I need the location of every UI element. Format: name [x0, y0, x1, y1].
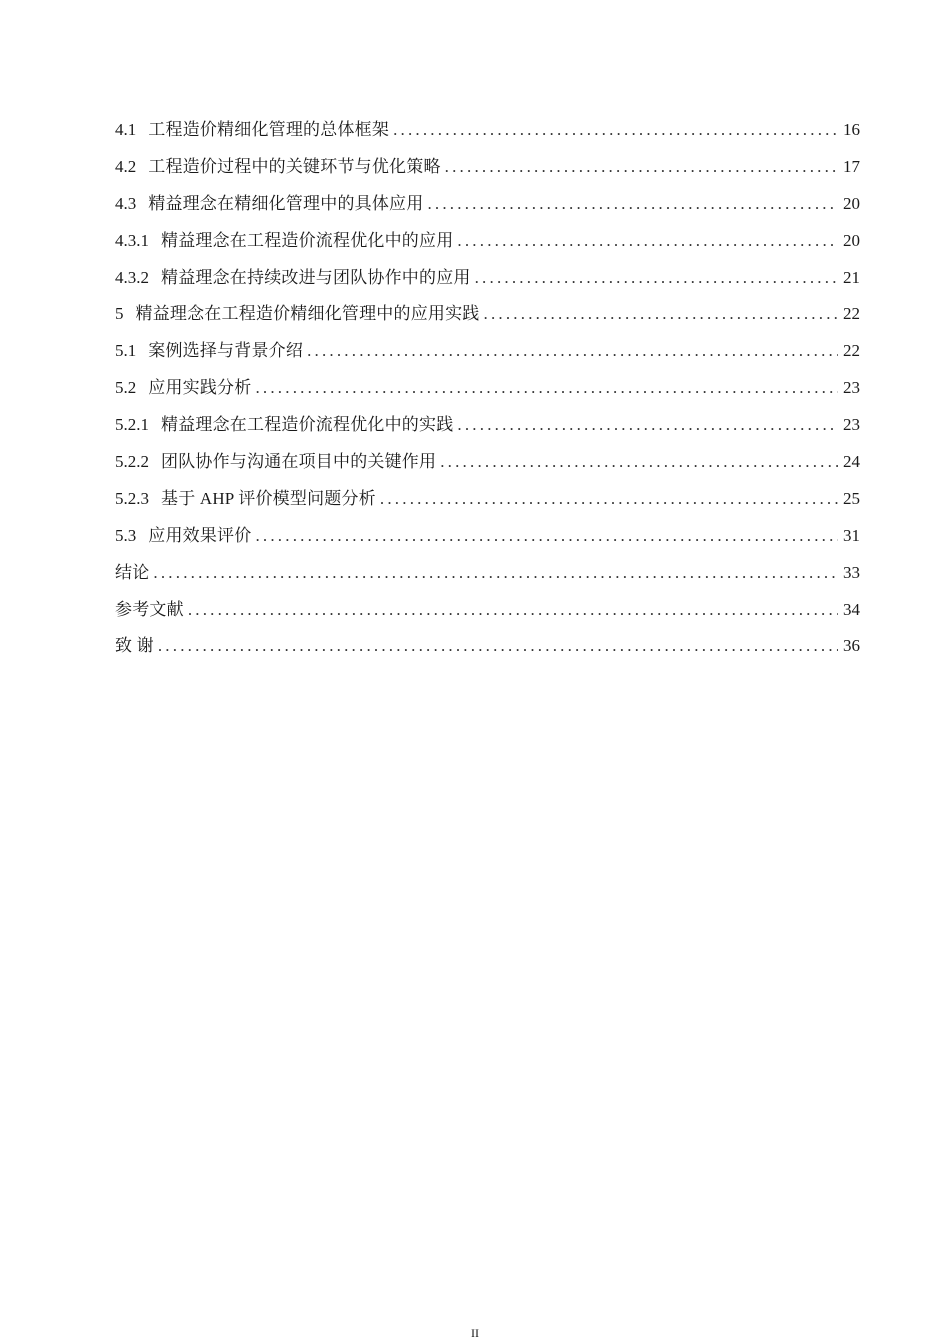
dot-leader	[457, 223, 838, 260]
toc-entry-title: 应用效果评价	[148, 525, 252, 545]
dot-leader	[255, 518, 838, 555]
toc-entry-number: 5.2.3	[115, 488, 149, 508]
dot-leader	[188, 592, 838, 629]
toc-entry-number: 4.1	[115, 120, 137, 139]
toc-entry[interactable]	[115, 481, 860, 518]
toc-entry-page: 16	[843, 120, 860, 139]
toc-entry-page: 23	[843, 378, 860, 398]
toc-entry-page: 33	[843, 562, 860, 582]
toc-entry-title: 精益理念在工程造价流程优化中的实践	[161, 415, 454, 435]
toc-entry-title: 精益理念在持续改进与团队协作中的应用	[161, 267, 471, 287]
toc-entry[interactable]	[115, 555, 860, 592]
dot-leader	[484, 296, 839, 333]
toc-entry-number: 5.3	[115, 525, 137, 545]
toc-entry-number: 4.2	[115, 156, 137, 176]
toc-entry-title: 参考文献	[115, 599, 184, 619]
toc-entry-number: 5.2.2	[115, 452, 149, 472]
toc-entry[interactable]	[115, 112, 860, 149]
dot-leader	[153, 555, 838, 592]
dot-leader	[158, 628, 838, 665]
toc-entry-page: 24	[843, 452, 860, 472]
toc-entry-title: 应用实践分析	[148, 378, 252, 398]
toc-entry[interactable]	[115, 518, 860, 555]
toc-entry-title: 基于 AHP 评价模型问题分析	[161, 488, 376, 508]
toc-entry-page: 34	[843, 599, 860, 619]
toc-entry-number: 5.1	[115, 341, 137, 361]
toc-entry-page: 31	[843, 525, 860, 545]
toc-entry-title: 案例选择与背景介绍	[148, 341, 304, 361]
toc-entry[interactable]	[115, 407, 860, 444]
dot-leader	[380, 481, 838, 518]
toc-entry-page: 25	[843, 488, 860, 508]
dot-leader	[475, 260, 838, 297]
toc-entry-page: 22	[843, 304, 860, 324]
toc-entry-page: 20	[843, 230, 860, 250]
toc-entry[interactable]	[115, 628, 860, 665]
toc-entry-title: 工程造价精细化管理的总体框架	[148, 120, 390, 139]
toc-entry[interactable]	[115, 223, 860, 260]
page-number: II	[471, 1326, 479, 1340]
toc-entry-number: 5	[115, 304, 124, 324]
toc-entry[interactable]	[115, 296, 860, 333]
toc-entry-title: 精益理念在精细化管理中的具体应用	[148, 193, 424, 213]
toc-entry[interactable]	[115, 260, 860, 297]
toc-entry[interactable]	[115, 592, 860, 629]
dot-leader	[427, 186, 838, 223]
toc-entry[interactable]	[115, 370, 860, 407]
toc-entry-page: 21	[843, 267, 860, 287]
toc-entry-page: 36	[843, 636, 860, 656]
toc-entry-title: 精益理念在工程造价精细化管理中的应用实践	[135, 304, 480, 324]
toc-entry-page: 20	[843, 193, 860, 213]
dot-leader	[255, 370, 838, 407]
toc-entry-number: 4.3	[115, 193, 137, 213]
toc-entry-page: 22	[843, 341, 860, 361]
dot-leader	[393, 112, 838, 149]
toc-entry[interactable]	[115, 149, 860, 186]
toc-entry[interactable]	[115, 186, 860, 223]
dot-leader	[440, 444, 838, 481]
dot-leader	[307, 333, 838, 370]
toc-entry-number: 4.3.2	[115, 267, 149, 287]
toc-entry-number: 5.2.1	[115, 415, 149, 435]
toc-entry-title: 工程造价过程中的关键环节与优化策略	[148, 156, 441, 176]
toc-entry-page: 23	[843, 415, 860, 435]
table-of-contents	[115, 112, 860, 665]
toc-entry[interactable]	[115, 333, 860, 370]
toc-entry-page: 17	[843, 156, 860, 176]
toc-entry[interactable]	[115, 444, 860, 481]
toc-entry-number: 4.3.1	[115, 230, 149, 250]
dot-leader	[445, 149, 838, 186]
toc-entry-title: 致 谢	[115, 636, 154, 656]
dot-leader	[457, 407, 838, 444]
toc-entry-title: 结论	[115, 562, 150, 582]
toc-entry-number: 5.2	[115, 378, 137, 398]
toc-entry-title: 精益理念在工程造价流程优化中的应用	[161, 230, 454, 250]
toc-entry-title: 团队协作与沟通在项目中的关键作用	[161, 452, 437, 472]
